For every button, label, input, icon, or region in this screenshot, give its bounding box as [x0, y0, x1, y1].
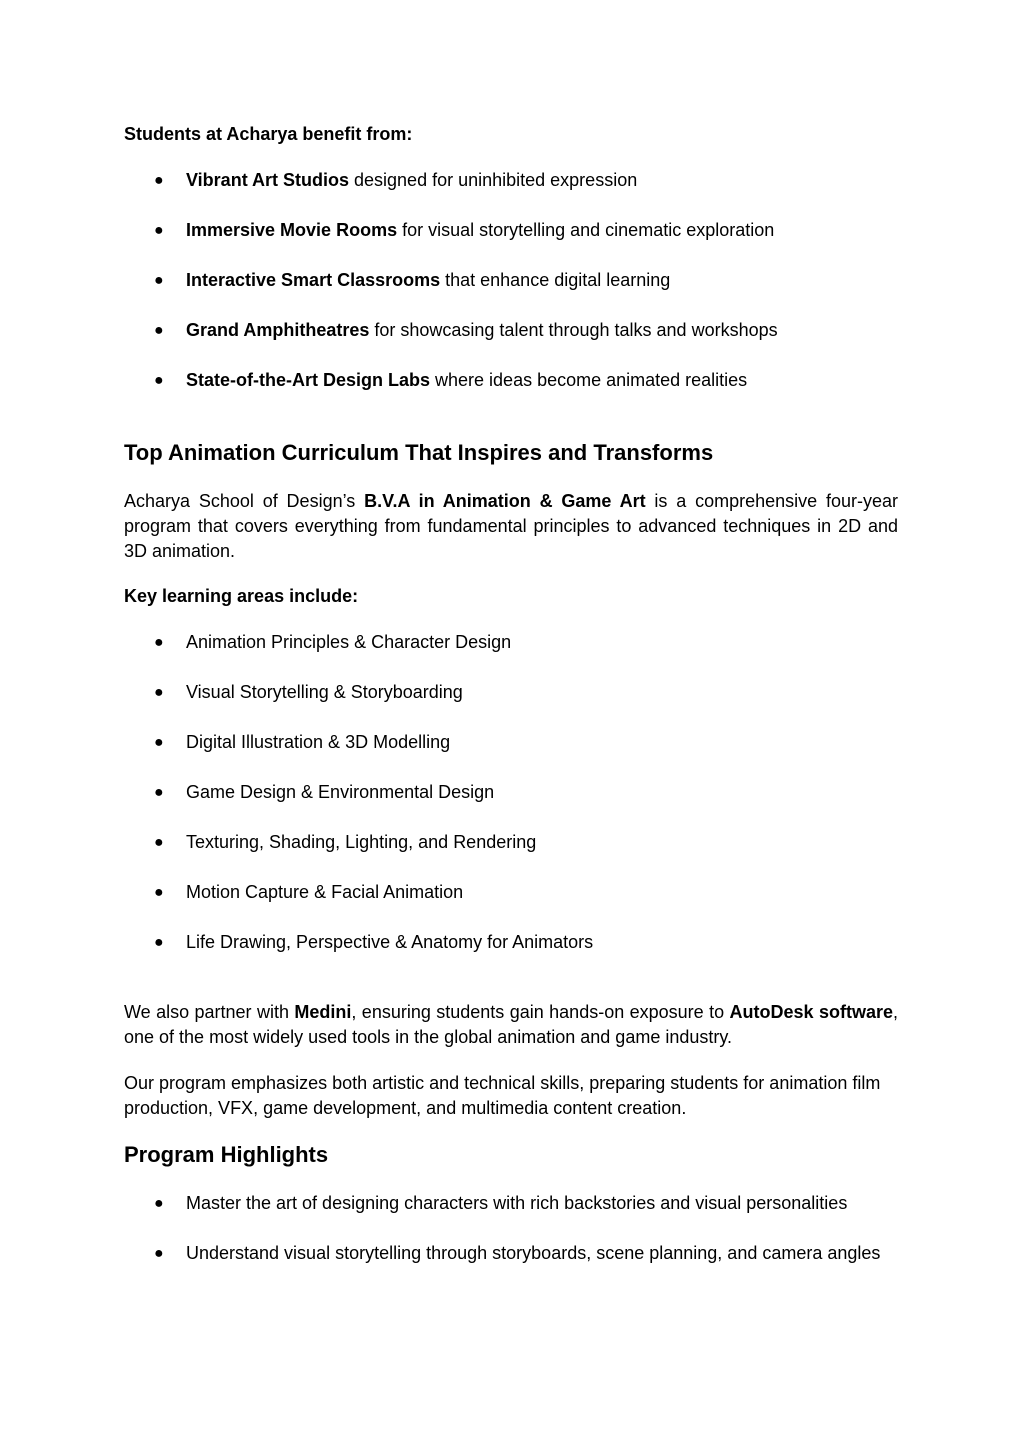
bullet-icon: ● [154, 222, 164, 239]
bullet-icon: ● [154, 272, 164, 289]
program-name: B.V.A in Animation & Game Art [364, 491, 646, 511]
list-item-text: Master the art of designing characters with rich backstories and visual personalities [186, 1193, 848, 1213]
list-item [124, 268, 898, 293]
list-item-text: Motion Capture & Facial Animation [186, 882, 464, 902]
list-item [124, 1241, 898, 1266]
bullet-icon: ● [154, 834, 164, 851]
list-item-text: Texturing, Shading, Lighting, and Rendering [186, 832, 537, 852]
list-item [124, 218, 898, 243]
paragraph-text: Acharya School of Design’s [124, 491, 365, 511]
list-item-text: Animation Principles & Character Design [186, 632, 512, 652]
software-name: AutoDesk software [729, 1002, 893, 1022]
list-item [124, 630, 898, 655]
curriculum-paragraph [124, 489, 898, 564]
list-item-text [186, 218, 898, 243]
list-item-text: Understand visual storytelling through storyboards, scene planning, and camera angles [186, 1243, 881, 1263]
list-item [124, 1191, 898, 1216]
bullet-icon: ● [154, 684, 164, 701]
partner-name: Medini [294, 1002, 352, 1022]
bullet-icon: ● [154, 734, 164, 751]
list-item-text: Digital Illustration & 3D Modelling [186, 732, 451, 752]
list-item-text: Game Design & Environmental Design [186, 782, 495, 802]
list-item-rest: for visual storytelling and cinematic exploration [397, 220, 775, 240]
list-item-text: Visual Storytelling & Storyboarding [186, 682, 463, 702]
bullet-icon: ● [154, 784, 164, 801]
partner-paragraph [124, 1000, 898, 1050]
list-item [124, 930, 898, 955]
benefits-intro: Students at Acharya benefit from: [124, 124, 413, 144]
key-learning-intro: Key learning areas include: [124, 586, 359, 606]
list-item [124, 730, 898, 755]
bullet-icon: ● [154, 322, 164, 339]
list-item-rest: designed for uninhibited expression [349, 170, 638, 190]
bullet-icon: ● [154, 1195, 164, 1212]
list-item-text [186, 168, 898, 193]
bullet-icon: ● [154, 884, 164, 901]
bullet-icon: ● [154, 172, 164, 189]
list-item [124, 318, 898, 343]
paragraph-text: , one of the most widely used tools in the global animation and game industry. [124, 1002, 898, 1047]
list-item-bold: Interactive Smart Classrooms [186, 270, 441, 290]
program-paragraph: Our program emphasizes both artistic and technical skills, preparing students for animation film production, VFX, game development, and multimedia content creation. [124, 1073, 881, 1118]
paragraph-text: We also partner with [124, 1002, 295, 1022]
bullet-icon: ● [154, 634, 164, 651]
list-item [124, 780, 898, 805]
list-item-bold: Immersive Movie Rooms [186, 220, 398, 240]
list-item-text [186, 268, 898, 293]
list-item-bold: Vibrant Art Studios [186, 170, 350, 190]
paragraph-text: is a comprehensive four-year program that covers everything from fundamental principles to advanced techniques in 2D and 3D animation. [124, 491, 898, 561]
section-heading: Top Animation Curriculum That Inspires and Transforms [124, 440, 714, 465]
list-item-rest: that enhance digital learning [440, 270, 671, 290]
list-item [124, 880, 898, 905]
paragraph-text: , ensuring students gain hands-on exposure to [351, 1002, 730, 1022]
list-item-bold: State-of-the-Art Design Labs [186, 370, 431, 390]
list-item-bold: Grand Amphitheatres [186, 320, 370, 340]
list-item [124, 168, 898, 193]
section-heading: Program Highlights [124, 1142, 329, 1167]
list-item [124, 830, 898, 855]
list-item-rest: where ideas become animated realities [430, 370, 748, 390]
list-item [124, 368, 898, 393]
bullet-icon: ● [154, 934, 164, 951]
list-item [124, 680, 898, 705]
list-item-text [186, 368, 898, 393]
list-item-text: Life Drawing, Perspective & Anatomy for Animators [186, 932, 594, 952]
bullet-icon: ● [154, 372, 164, 389]
list-item-rest: for showcasing talent through talks and workshops [369, 320, 778, 340]
list-item-text [186, 318, 898, 343]
bullet-icon: ● [154, 1245, 164, 1262]
